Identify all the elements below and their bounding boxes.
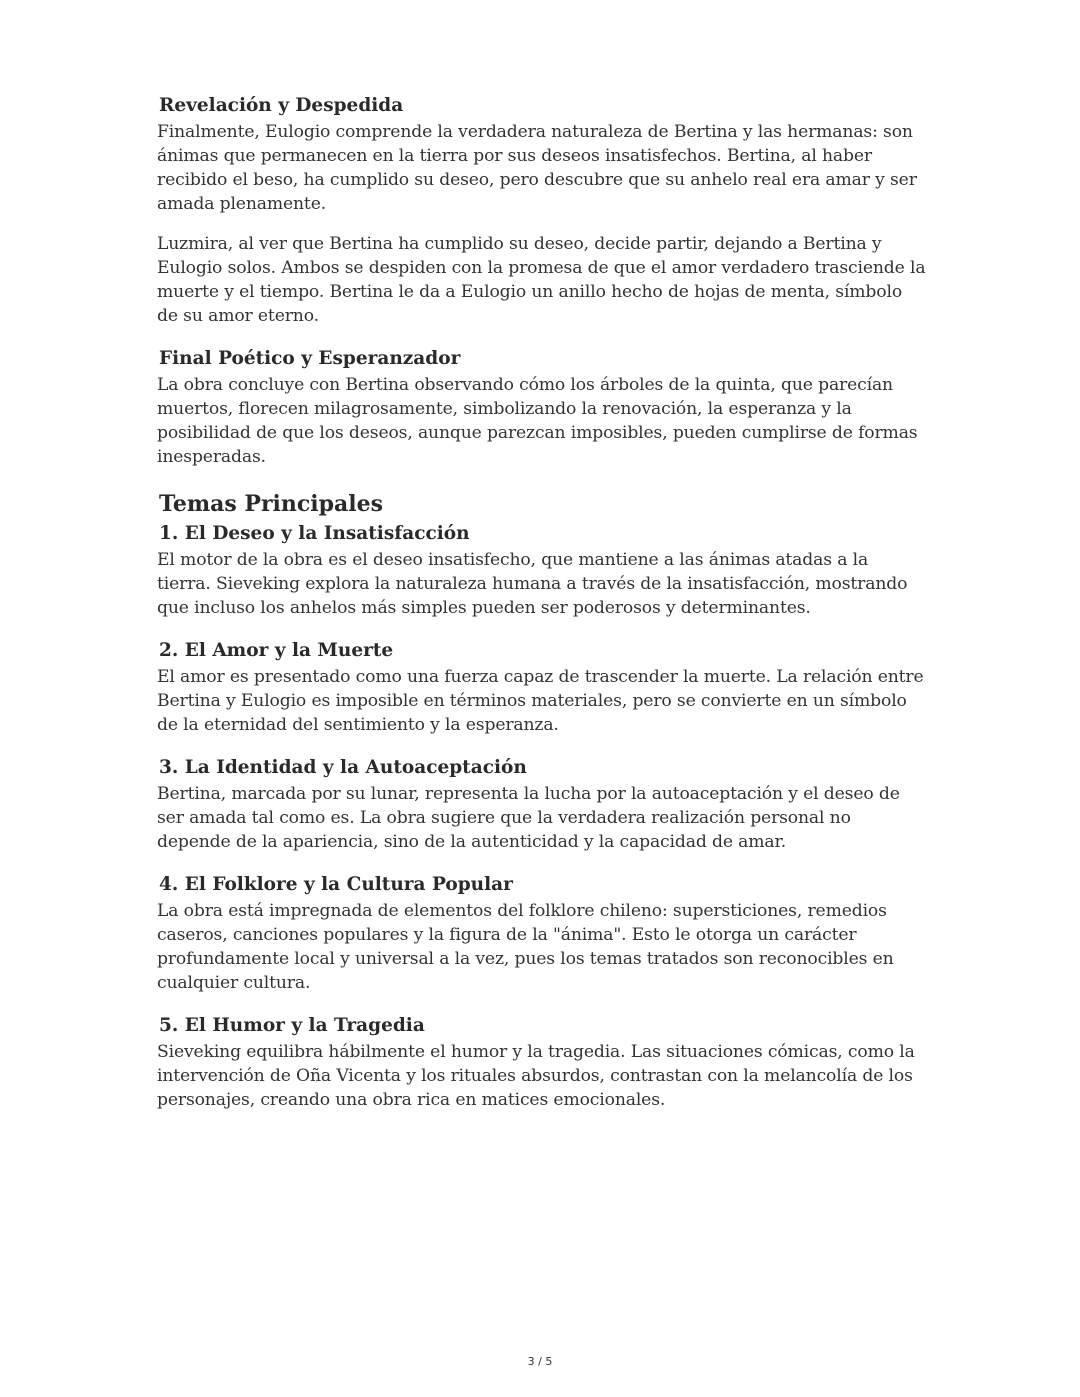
theme-text: Bertina, marcada por su lunar, representa la lucha por la autoaceptación y el deseo de ser amada tal como es. La obra sugiere que la verdadera realización personal no depende de la apariencia, sino de la autenticidad y la capacidad de amar.: [157, 784, 900, 852]
theme-text: El motor de la obra es el deseo insatisfecho, que mantiene a las ánimas atadas a la tierra. Sieveking explora la naturaleza humana a través de la insatisfacción, mostrando que incluso los anhelos más simples pueden ser poderosos y determinantes.: [157, 550, 908, 618]
paragraph: La obra concluye con Bertina observando cómo los árboles de la quinta, que parecían muertos, florecen milagrosamente, simbolizando la renovación, la esperanza y la posibilidad de que los deseos, aunque parezcan imposibles, pueden cumplirse de formas inesperadas.: [157, 375, 918, 467]
theme-item: [157, 521, 927, 620]
theme-heading: 1. El Deseo y la Insatisfacción: [159, 523, 470, 544]
theme-item: [157, 638, 927, 737]
section-heading: Revelación y Despedida: [159, 95, 404, 116]
theme-item: [157, 755, 927, 854]
page-indicator: 3 / 5: [527, 1355, 553, 1368]
theme-text: El amor es presentado como una fuerza capaz de trascender la muerte. La relación entre Bertina y Eulogio es imposible en términos materiales, pero se convierte en un símbolo de la eternidad del sentimiento y la esperanza.: [157, 667, 924, 735]
paragraph: Luzmira, al ver que Bertina ha cumplido su deseo, decide partir, dejando a Bertina y Eulogio solos. Ambos se despiden con la promesa de que el amor verdadero trasciende la muerte y el tiempo. Bertina le da a Eulogio un anillo hecho de hojas de menta, símbolo de su amor eterno.: [157, 234, 926, 326]
paragraph: Finalmente, Eulogio comprende la verdadera naturaleza de Bertina y las hermanas: son ánimas que permanecen en la tierra por sus deseos insatisfechos. Bertina, al haber recibido el beso, ha cumplido su deseo, pero descubre que su anhelo real era amar y ser amada plenamente.: [157, 122, 917, 214]
theme-text: Sieveking equilibra hábilmente el humor y la tragedia. Las situaciones cómicas, como la intervención de Oña Vicenta y los rituales absurdos, contrastan con la melancolía de los personajes, creando una obra rica en matices emocionales.: [157, 1042, 915, 1110]
section-revelacion-despedida: [157, 93, 927, 328]
theme-heading: 5. El Humor y la Tragedia: [159, 1015, 425, 1036]
theme-heading: 3. La Identidad y la Autoaceptación: [159, 757, 527, 778]
theme-heading: 2. El Amor y la Muerte: [159, 640, 394, 661]
theme-heading: 4. El Folklore y la Cultura Popular: [159, 874, 513, 895]
theme-item: [157, 1013, 927, 1112]
section-temas-principales: [157, 489, 927, 1112]
theme-text: La obra está impregnada de elementos del folklore chileno: supersticiones, remedios caseros, canciones populares y la figura de la "ánima". Esto le otorga un carácter profundamente local y universal a la vez, pues los temas tratados son reconocibles en cualquier cultura.: [157, 901, 894, 993]
themes-title: Temas Principales: [159, 491, 384, 517]
section-final-poetico: [157, 346, 927, 469]
section-heading: Final Poético y Esperanzador: [159, 348, 461, 369]
document-page: [157, 93, 927, 1112]
theme-item: [157, 872, 927, 995]
